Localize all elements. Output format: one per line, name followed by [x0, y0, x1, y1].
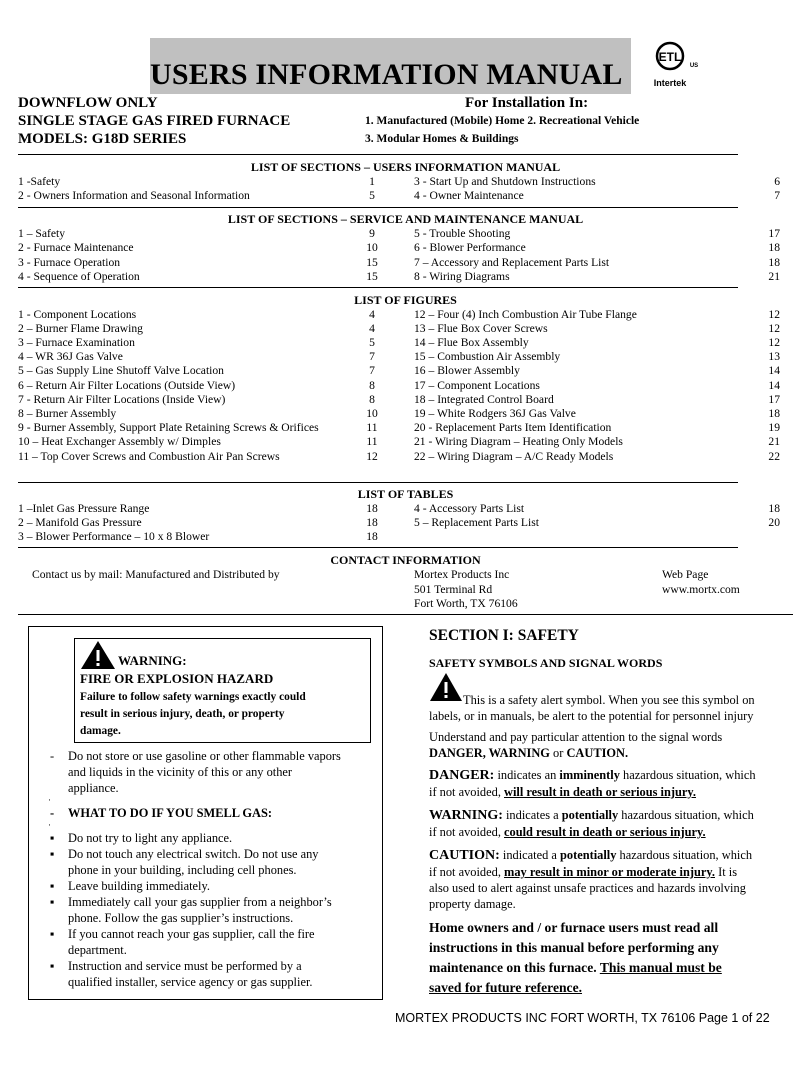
text-line: Do not try to light any appliance.: [68, 831, 233, 845]
text-line: and liquids in the vicinity of this or any other: [68, 765, 293, 779]
tables-title: LIST OF TABLES: [357, 487, 454, 501]
list-item: 2 - Furnace Maintenance: [18, 241, 134, 254]
address-line: Mortex Products Inc: [414, 568, 510, 581]
page-number: 15: [366, 270, 378, 283]
page-number: 5: [369, 189, 375, 202]
warning-body-line: Failure to follow safety warnings exactly could: [80, 691, 306, 703]
warning-hazard: FIRE OR EXPLOSION HAZARD: [80, 671, 274, 686]
understand-line: [429, 745, 628, 762]
list-item: 9 - Burner Assembly, Support Plate Retaining Screws & Orifices: [18, 421, 319, 434]
dot-marker: ·: [48, 820, 51, 830]
list-item: 5 - Trouble Shooting: [414, 227, 511, 240]
page-number: 17: [768, 393, 780, 406]
dot-marker: ·: [48, 795, 51, 805]
text-span: imminently: [559, 768, 620, 782]
safety-subtitle: SAFETY SYMBOLS AND SIGNAL WORDS: [429, 656, 663, 670]
header-line-2: SINGLE STAGE GAS FIRED FURNACE: [18, 113, 291, 129]
logo-mark: ETL: [658, 50, 682, 64]
list-item: 13 – Flue Box Cover Screws: [414, 322, 548, 335]
text-span: indicated a: [499, 848, 560, 862]
text-span: indicates a: [502, 808, 562, 822]
warning-body-line: damage.: [80, 725, 121, 737]
page-number: 12: [768, 322, 780, 335]
list-item: 18 – Integrated Control Board: [414, 393, 554, 406]
text-line: Do not touch any electrical switch. Do not use any: [68, 847, 319, 861]
caution-line: [429, 847, 752, 865]
list-item: 1 –Inlet Gas Pressure Range: [18, 502, 150, 515]
text-line: Home owners and / or furnace users must read all: [429, 920, 719, 935]
list-item: 2 – Manifold Gas Pressure: [18, 516, 142, 529]
address-line: Fort Worth, TX 76106: [414, 597, 518, 610]
text-span: hazardous situation, which: [618, 808, 754, 822]
page-number: 15: [366, 256, 378, 269]
list-item: 14 – Flue Box Assembly: [414, 336, 529, 349]
etl-intertek-logo: [648, 38, 706, 96]
bullet-item: ▪ Immediately call your gas supplier from a neighbor’s phone. Follow the gas supplier’s instructions.: [50, 895, 332, 925]
install-line-2: 3. Modular Homes & Buildings: [365, 133, 519, 145]
warning-dash-item: - Do not store or use gasoline or other flammable vapors and liquids in the vicinity of this or any other appliance.: [50, 749, 341, 795]
page-number: 9: [369, 227, 375, 240]
text-span: It is: [715, 865, 738, 879]
page-title: USERS INFORMATION MANUAL: [150, 58, 623, 91]
caution-line: [429, 864, 737, 881]
bullet-item: ▪ Leave building immediately.: [50, 879, 210, 893]
page-footer: MORTEX PRODUCTS INC FORT WORTH, TX 76106 Page 1 of 22: [395, 1011, 770, 1025]
web-url: www.mortx.com: [662, 583, 740, 596]
warning-line: [429, 807, 754, 825]
list-item: 22 – Wiring Diagram – A/C Ready Models: [414, 450, 614, 463]
warning-dash-item: - WHAT TO DO IF YOU SMELL GAS:: [50, 806, 273, 820]
text-line: qualified installer, service agency or gas supplier.: [68, 975, 313, 989]
list-item: 7 - Return Air Filter Locations (Inside View): [18, 393, 226, 406]
text-or: or: [549, 746, 567, 760]
text-line: If you cannot reach your gas supplier, call the fire: [68, 927, 315, 941]
alert-text-line: This is a safety alert symbol. When you see this symbol on: [463, 693, 755, 707]
page-number: 7: [774, 189, 780, 202]
page-number: 10: [366, 407, 378, 420]
logo-text: Intertek: [653, 78, 687, 88]
danger-line: [429, 784, 696, 801]
divider: [18, 207, 738, 208]
text-span: if not avoided,: [429, 825, 505, 839]
contact-mail-label: Contact us by mail: Manufactured and Distributed by: [32, 568, 280, 581]
web-label: Web Page: [662, 568, 709, 581]
list-item: 4 - Owner Maintenance: [414, 189, 524, 202]
warning-triangle-icon: [80, 640, 116, 675]
page-number: 7: [369, 350, 375, 363]
list-item: 21 - Wiring Diagram – Heating Only Models: [414, 435, 623, 448]
page-number: 12: [768, 308, 780, 321]
text-span: indicates an: [494, 768, 560, 782]
text-line: phone in your building, including cell phones.: [68, 863, 297, 877]
figures-title: LIST OF FIGURES: [354, 293, 457, 307]
warning-body-line: result in serious injury, death, or property: [80, 708, 285, 720]
signal-words: DANGER, WARNING: [429, 746, 550, 760]
text-span: hazardous situation, which: [619, 768, 756, 782]
list-item: 7 – Accessory and Replacement Parts List: [414, 256, 610, 269]
list-item: 4 - Sequence of Operation: [18, 270, 140, 283]
divider: [18, 287, 738, 288]
divider: [18, 482, 738, 483]
list-item: 2 – Burner Flame Drawing: [18, 322, 143, 335]
page-number: 14: [768, 379, 780, 392]
header-line-1: DOWNFLOW ONLY: [18, 95, 158, 111]
list-item: 2 - Owners Information and Seasonal Information: [18, 189, 250, 202]
page-number: 21: [768, 270, 780, 283]
list-item: 1 -Safety: [18, 175, 61, 188]
users-sections-title: LIST OF SECTIONS – USERS INFORMATION MANUAL: [250, 160, 561, 174]
list-item: 16 – Blower Assembly: [414, 364, 520, 377]
contact-title: CONTACT INFORMATION: [330, 553, 481, 567]
page-number: 19: [768, 421, 780, 434]
text-line: Instruction and service must be performed by a: [68, 959, 302, 973]
warning-line: [429, 824, 706, 841]
page-number: 14: [768, 364, 780, 377]
signal-word-caution: CAUTION.: [566, 746, 629, 760]
divider: [18, 154, 738, 155]
divider: [18, 547, 738, 548]
text-span: maintenance on this furnace.: [429, 960, 600, 975]
text-span: if not avoided,: [429, 785, 505, 799]
bullet-item: ▪ Do not try to light any appliance.: [50, 831, 233, 845]
logo-sub: US: [689, 63, 699, 69]
service-sections-title: LIST OF SECTIONS – SERVICE AND MAINTENANCE MANUAL: [227, 212, 584, 226]
page-number: 12: [366, 450, 378, 463]
text-line: Do not store or use gasoline or other flammable vapors: [68, 749, 341, 763]
list-item: 5 – Gas Supply Line Shutoff Valve Location: [18, 364, 224, 377]
bullet-item: ▪ Do not touch any electrical switch. Do not use any phone in your building, including cell phones.: [50, 847, 319, 877]
list-item: 1 – Safety: [18, 227, 66, 240]
text-line: Leave building immediately.: [68, 879, 210, 893]
page-number: 18: [366, 516, 378, 529]
text-line: saved for future reference.: [429, 980, 583, 995]
install-heading: For Installation In:: [465, 95, 589, 111]
text-line: Immediately call your gas supplier from a neighbor’s: [68, 895, 332, 909]
text-span: will result in death or serious injury.: [504, 785, 696, 799]
page-number: 17: [768, 227, 780, 240]
list-item: 6 - Blower Performance: [414, 241, 526, 254]
text-span: hazardous situation, which: [616, 848, 753, 862]
text-line: [429, 958, 722, 978]
page-number: 6: [774, 175, 780, 188]
final-notice: [429, 918, 722, 998]
list-item: 15 – Combustion Air Assembly: [414, 350, 561, 363]
list-item: 3 - Furnace Operation: [18, 256, 121, 269]
caution-line: also used to alert against unsafe practices and hazards involving: [429, 881, 746, 895]
page-number: 4: [369, 322, 375, 335]
text-line: instructions in this manual before performing any: [429, 940, 719, 955]
bullet-item: ▪ Instruction and service must be performed by a qualified installer, service agency or gas supplier.: [50, 959, 313, 989]
page-number: 4: [369, 308, 375, 321]
text-span: may result in minor or moderate injury.: [504, 865, 715, 879]
caution-line: property damage.: [429, 897, 516, 911]
text-span: if not avoided,: [429, 865, 505, 879]
page-number: 18: [366, 502, 378, 515]
danger-line: [429, 767, 756, 785]
install-line-1: 1. Manufactured (Mobile) Home 2. Recreational Vehicle: [365, 115, 640, 127]
text-line: phone. Follow the gas supplier’s instructions.: [68, 911, 294, 925]
text-span: This manual must be: [599, 960, 722, 975]
list-item: 5 – Replacement Parts List: [414, 516, 539, 529]
danger-word: DANGER:: [429, 768, 495, 783]
text-span: potentially: [560, 848, 617, 862]
text-span: potentially: [561, 808, 619, 822]
list-item: 3 – Furnace Examination: [18, 336, 135, 349]
list-item: 6 – Return Air Filter Locations (Outside View): [18, 379, 236, 392]
page-number: 13: [768, 350, 780, 363]
smell-gas-heading: WHAT TO DO IF YOU SMELL GAS:: [68, 806, 273, 820]
list-item: 11 – Top Cover Screws and Combustion Air Pan Screws: [18, 450, 280, 463]
page-number: 8: [369, 379, 375, 392]
list-item: 4 – WR 36J Gas Valve: [18, 350, 123, 363]
list-item: 4 - Accessory Parts List: [414, 502, 525, 515]
page-number: 22: [768, 450, 780, 463]
page-number: 8: [369, 393, 375, 406]
understand-line: Understand and pay particular attention to the signal words: [429, 730, 723, 744]
page-number: 20: [768, 516, 780, 529]
header-line-3: MODELS: G18D SERIES: [18, 131, 187, 147]
text-line: appliance.: [68, 781, 119, 795]
page-number: 18: [366, 530, 378, 543]
page-number: 12: [768, 336, 780, 349]
list-item: 8 – Burner Assembly: [18, 407, 117, 420]
page-number: 5: [369, 336, 375, 349]
page-number: 7: [369, 364, 375, 377]
page-number: 10: [366, 241, 378, 254]
warning-word: WARNING:: [429, 808, 503, 823]
address-line: 501 Terminal Rd: [414, 583, 493, 596]
page-number: 18: [768, 241, 780, 254]
list-item: 17 – Component Locations: [414, 379, 540, 392]
list-item: 20 - Replacement Parts Item Identification: [414, 421, 612, 434]
page-number: 18: [768, 256, 780, 269]
list-item: 10 – Heat Exchanger Assembly w/ Dimples: [18, 435, 221, 448]
page-number: 18: [768, 407, 780, 420]
text-line: department.: [68, 943, 127, 957]
list-item: 1 - Component Locations: [18, 308, 137, 321]
list-item: 3 – Blower Performance – 10 x 8 Blower: [18, 530, 210, 543]
page-number: 11: [366, 421, 378, 434]
page-number: 21: [768, 435, 780, 448]
safety-alert-icon: [429, 672, 463, 707]
divider: [18, 614, 793, 615]
section-title: SECTION I: SAFETY: [429, 627, 579, 644]
list-item: 19 – White Rodgers 36J Gas Valve: [414, 407, 576, 420]
list-item: 8 - Wiring Diagrams: [414, 270, 510, 283]
text-span: could result in death or serious injury.: [504, 825, 706, 839]
list-item: 3 - Start Up and Shutdown Instructions: [414, 175, 596, 188]
bullet-item: ▪ If you cannot reach your gas supplier, call the fire department.: [50, 927, 315, 957]
alert-text-line: labels, or in manuals, be alert to the potential for personnel injury: [429, 709, 754, 723]
page-number: 18: [768, 502, 780, 515]
warning-heading: WARNING:: [118, 653, 187, 668]
page-number: 11: [366, 435, 378, 448]
caution-word: CAUTION:: [429, 848, 500, 863]
page-number: 1: [369, 175, 375, 188]
list-item: 12 – Four (4) Inch Combustion Air Tube Flange: [414, 308, 637, 321]
